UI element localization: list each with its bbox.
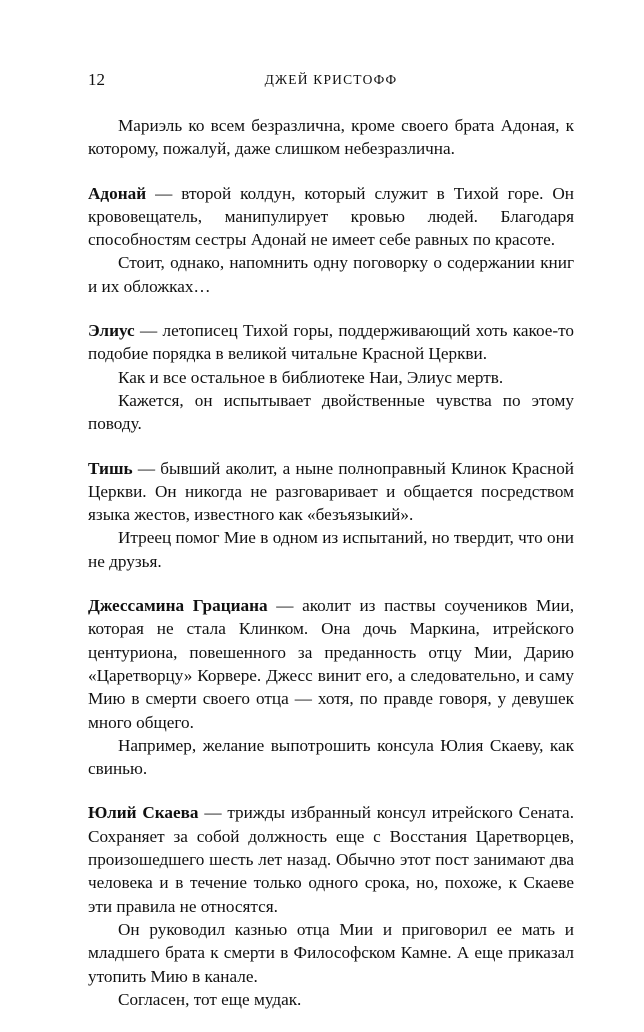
paragraph: Кажется, он испытывает двойственные чувства по этому поводу. (88, 390, 574, 434)
paragraph (88, 457, 574, 527)
character-entry (88, 594, 574, 780)
character-name: Тишь (88, 458, 133, 478)
running-head: ДЖЕЙ КРИСТОФФ (264, 72, 398, 87)
description: — второй колдун, который служит в Тихой горе. Он крововещатель, манипулирует кровью людей. Благодаря способностям сестры Адонай не имеет себе равных по красоте. (88, 183, 574, 250)
paragraph: Мариэль ко всем безразлична, кроме своего брата Адоная, к которому, пожалуй, даже слишком небезразлична. (88, 116, 574, 159)
character-name: Джессамина Грациана (88, 596, 268, 616)
character-name: Элиус (88, 321, 135, 341)
paragraph (88, 801, 574, 917)
paragraph (88, 594, 574, 734)
description: — бывший аколит, а ныне полноправный Клинок Красной Церкви. Он никогда не разговаривает и общается посредством языка жестов, известного как «безъязыкий». (88, 458, 574, 525)
character-entry (88, 182, 574, 298)
character-entry (88, 801, 574, 1011)
paragraph: Согласен, тот еще мудак. (118, 989, 302, 1009)
paragraph: Как и все остальное в библиотеке Наи, Элиус мертв. (118, 367, 504, 387)
page-number: 12 (88, 70, 105, 89)
description: — аколит из паствы соучеников Мии, которая не стала Клинком. Она дочь Маркина, итрейского центуриона, повешенного за преданность отцу Мии, Дарию «Царетворцу» Корвере. Джесс винит его, а следовательно, и саму Мию в смерти своего отца — хотя, по правде говоря, у девушек много общего. (88, 596, 574, 732)
paragraph (88, 182, 574, 252)
character-name: Адонай (88, 183, 147, 203)
page-header (88, 70, 574, 94)
description: — летописец Тихой горы, поддерживающий хоть какое-то подобие порядка в великой читальне Красной Церкви. (88, 321, 574, 364)
character-entry (88, 114, 574, 161)
paragraph: Он руководил казнью отца Мии и приговорил ее мать и младшего брата к смерти в Философском Камне. А еще приказал утопить Мию в канале. (88, 919, 574, 986)
paragraph: Стоит, однако, напомнить одну поговорку о содержании книг и их обложках… (88, 253, 574, 296)
character-entry (88, 319, 574, 435)
paragraph: Например, желание выпотрошить консула Юлия Скаеву, как свинью. (88, 735, 574, 779)
paragraph (88, 319, 574, 366)
description: — трижды избранный консул итрейского Сената. Сохраняет за собой должность еще с Восстания Царетворцев, произошедшего шесть лет назад. Обычно этот пост занимают два человека и в течение только одного срока, но, похоже, к Скаеве эти правила не относятся. (88, 803, 574, 916)
character-entry (88, 457, 574, 573)
paragraph: Итреец помог Мие в одном из испытаний, но твердит, что они не друзья. (88, 528, 574, 571)
body-text (88, 114, 574, 1032)
character-name: Юлий Скаева (88, 803, 199, 823)
